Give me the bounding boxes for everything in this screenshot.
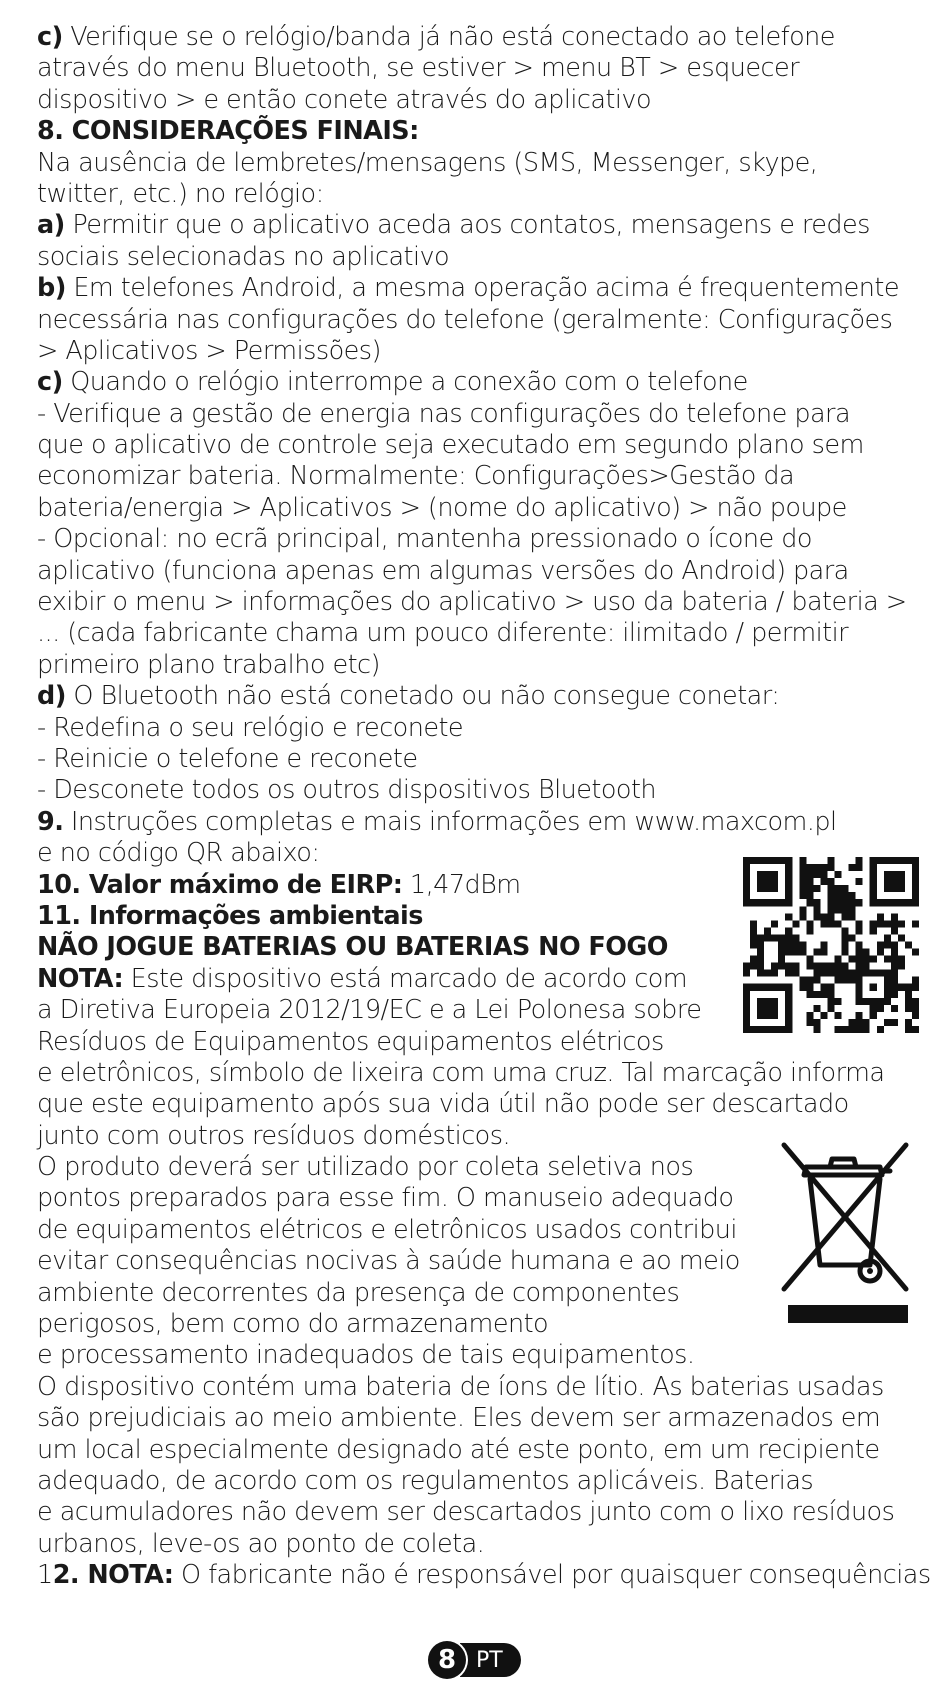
section-11-p17: adequado, de acordo com os regulamentos aplicáveis. Baterias xyxy=(37,1465,814,1496)
section-8-intro-2: twitter, etc.) no relógio: xyxy=(37,178,324,209)
section-8-c-line-8: exibir o menu > informações do aplicativo > uso da bateria / bateria > xyxy=(37,587,907,618)
section-9-line-2: e no código QR abaixo: xyxy=(37,838,320,869)
manual-page xyxy=(37,22,931,1592)
battery-fire-warning: NÃO JOGUE BATERIAS OU BATERIAS NO FOGO xyxy=(37,932,668,963)
section-11-p19: urbanos, leve-os ao ponto de coleta. xyxy=(37,1528,485,1559)
section-11-p5: que este equipamento após sua vida útil não pode ser descartado xyxy=(37,1089,849,1120)
section-11-p18: e acumuladores não devem ser descartados junto com o lixo resíduos xyxy=(37,1497,895,1528)
section-8-c-line-1: c) Quando o relógio interrompe a conexão com o telefone xyxy=(37,367,748,398)
section-11-p16: um local especialmente designado até este ponto, em um recipiente xyxy=(37,1434,880,1465)
section-11-p10: evitar consequências nocivas à saúde humana e ao meio xyxy=(37,1246,740,1277)
section-8-intro-1: Na ausência de lembretes/mensagens (SMS, Messenger, skype, xyxy=(37,147,818,178)
bt-check-line-2: através do menu Bluetooth, se estiver > menu BT > esquecer xyxy=(37,53,800,84)
section-8-a-line-1: a) Permitir que o aplicativo aceda aos contatos, mensagens e redes xyxy=(37,210,870,241)
section-11-p11: ambiente decorrentes da presença de componentes xyxy=(37,1277,680,1308)
qr-code-icon xyxy=(743,857,919,1033)
section-11-p9: de equipamentos elétricos e eletrônicos usados contribui xyxy=(37,1214,737,1245)
section-8-c-line-5: bateria/energia > Aplicativos > (nome do aplicativo) > não poupe xyxy=(37,492,847,523)
section-11-heading: 11. Informações ambientais xyxy=(37,900,423,931)
section-8-c-line-6: - Opcional: no ecrã principal, mantenha pressionado o ícone do xyxy=(37,524,812,555)
section-8-b-line-3: > Aplicativos > Permissões) xyxy=(37,335,381,366)
section-11-p14: O dispositivo contém uma bateria de íons de lítio. As baterias usadas xyxy=(37,1371,884,1402)
section-8-b-line-2: necessária nas configurações do telefone (geralmente: Configurações xyxy=(37,304,893,335)
page-number: 8 xyxy=(428,1641,466,1679)
section-11-p1: NOTA: Este dispositivo está marcado de acordo com xyxy=(37,963,688,994)
section-8-d-line-4: - Desconete todos os outros dispositivos Bluetooth xyxy=(37,775,657,806)
section-11-p4: e eletrônicos, símbolo de lixeira com uma cruz. Tal marcação informa xyxy=(37,1057,885,1088)
section-8-c-line-4: economizar bateria. Normalmente: Configurações>Gestão da xyxy=(37,461,795,492)
section-8-c-line-9: ... (cada fabricante chama um pouco diferente: ilimitado / permitir xyxy=(37,618,849,649)
section-11-p8: pontos preparados para esse fim. O manuseio adequado xyxy=(37,1183,734,1214)
section-11-p12: perigosos, bem como do armazenamento xyxy=(37,1309,549,1340)
section-8-c-line-3: que o aplicativo de controle seja executado em segundo plano sem xyxy=(37,430,864,461)
section-11-p2: a Diretiva Europeia 2012/19/EC e a Lei Polonesa sobre xyxy=(37,995,702,1026)
section-8-c-line-7: aplicativo (funciona apenas em algumas versões do Android) para xyxy=(37,555,849,586)
section-8-d-line-3: - Reinicie o telefone e reconete xyxy=(37,743,418,774)
section-11-p6: junto com outros resíduos domésticos. xyxy=(37,1120,511,1151)
section-9-line-1: 9. Instruções completas e mais informações em www.maxcom.pl xyxy=(37,806,837,837)
section-11-p7: O produto deverá ser utilizado por coleta seletiva nos xyxy=(37,1152,694,1183)
section-11-p13: e processamento inadequados de tais equipamentos. xyxy=(37,1340,695,1371)
bt-check-line-1: c) Verifique se o relógio/banda já não está conectado ao telefone xyxy=(37,22,835,52)
section-8-d-line-2: - Redefina o seu relógio e reconete xyxy=(37,712,464,743)
section-8-d-line-1: d) O Bluetooth não está conetado ou não consegue conetar: xyxy=(37,681,780,712)
bt-check-line-3: dispositivo > e então conete através do aplicativo xyxy=(37,84,652,115)
page-badge xyxy=(428,1641,521,1679)
crossed-out-wheelie-bin-icon xyxy=(778,1137,915,1325)
section-8-heading: 8. CONSIDERAÇÕES FINAIS: xyxy=(37,116,419,147)
section-11-p15: são prejudiciais ao meio ambiente. Eles devem ser armazenados em xyxy=(37,1403,881,1434)
section-8-b-line-1: b) Em telefones Android, a mesma operação acima é frequentemente xyxy=(37,273,899,304)
section-11-p3: Resíduos de Equipamentos equipamentos elétricos xyxy=(37,1026,664,1057)
language-code: PT xyxy=(460,1643,521,1677)
section-10-eirp: 10. Valor máximo de EIRP: 1,47dBm xyxy=(37,869,521,900)
section-8-c-line-10: primeiro plano trabalho etc) xyxy=(37,649,380,680)
section-12-line-1: 12. NOTA: O fabricante não é responsável por quaisquer consequências xyxy=(37,1560,931,1591)
section-8-a-line-2: sociais selecionadas no aplicativo xyxy=(37,241,450,272)
section-8-c-line-2: - Verifique a gestão de energia nas configurações do telefone para xyxy=(37,398,851,429)
